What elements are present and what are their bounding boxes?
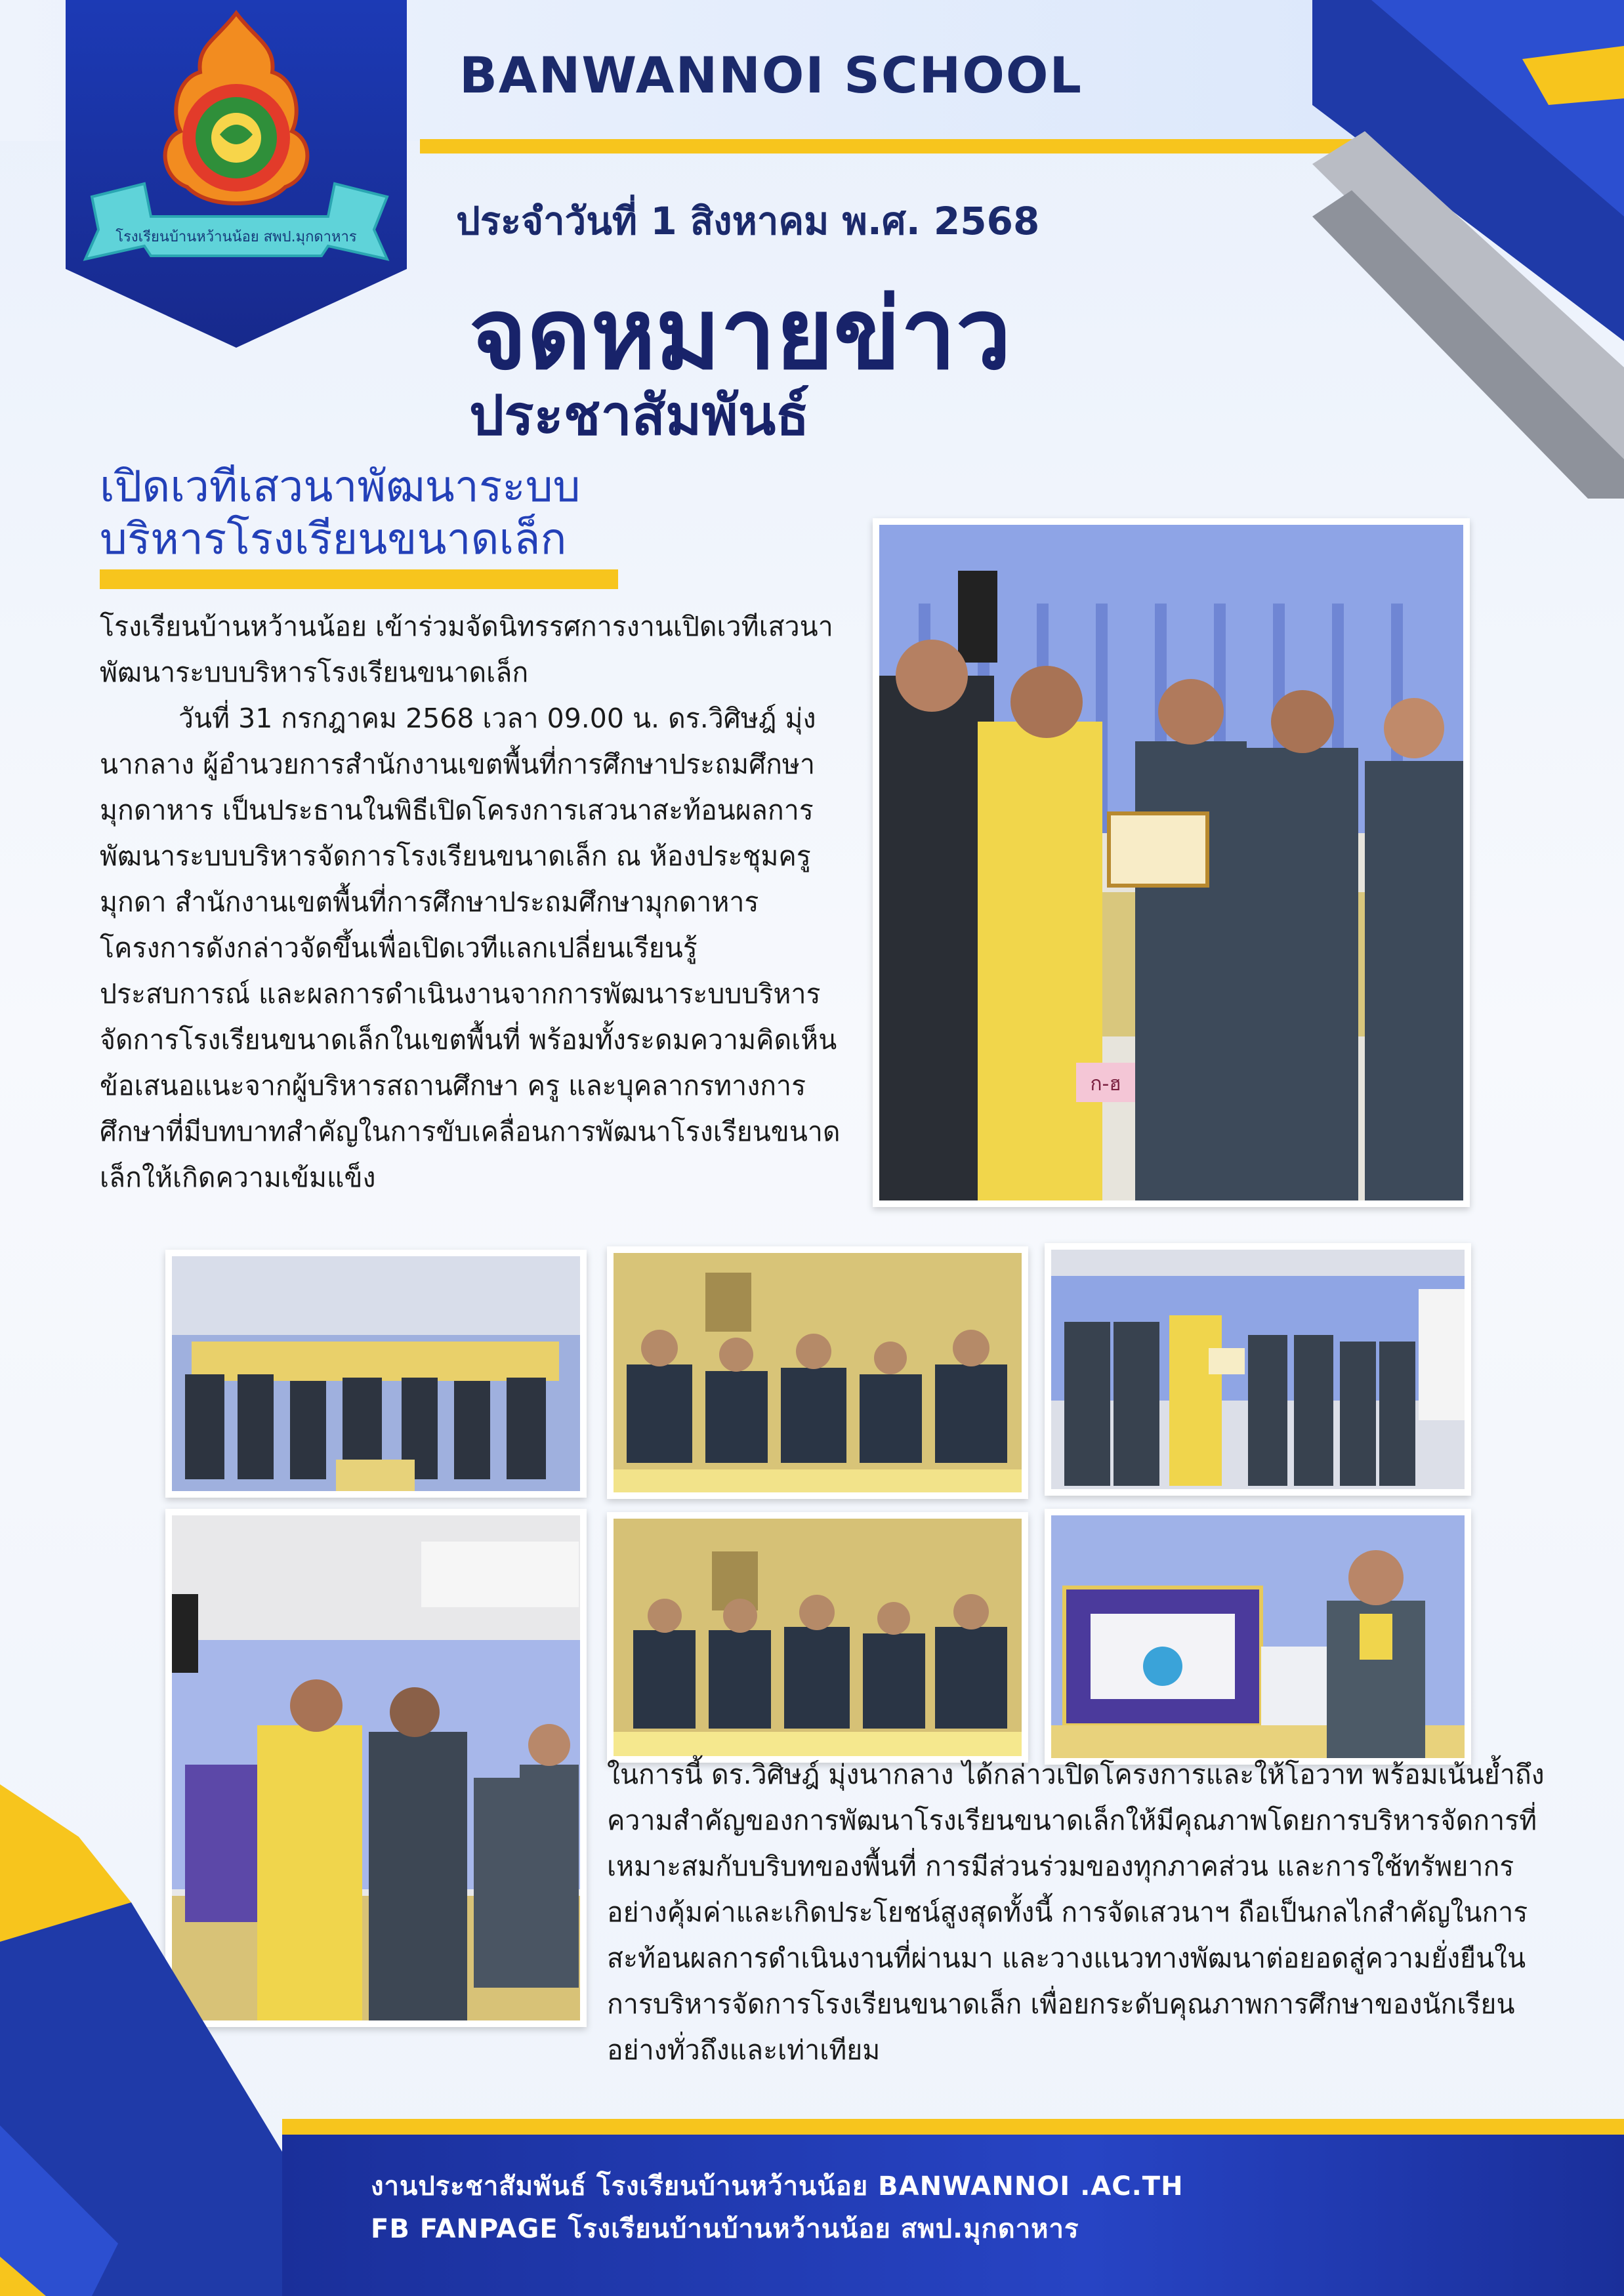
top-right-decoration [1312,0,1624,499]
article-paragraph-1 [100,604,854,1200]
panel-discussion-photo [614,1253,1022,1492]
gallery-photo-6 [1045,1509,1471,1765]
group-photo-hall [172,1256,580,1491]
newsletter-headline: จดหมายข่าว [469,277,1012,392]
exhibition-board-photo [1051,1515,1465,1758]
gallery-photo-5 [607,1512,1028,1763]
certificate-group-photo [1051,1250,1465,1489]
article-title-line1: เปิดเวทีเสวนาพัฒนาระบบ [100,461,581,512]
footer-line-1: งานประชาสัมพันธ์ โรงเรียนบ้านหว้านน้อย BANWANNOI .AC.TH [371,2171,1184,2202]
gallery-photo-2 [607,1246,1028,1499]
school-name: BANWANNOI SCHOOL [459,46,1083,104]
main-photo [873,518,1470,1207]
paragraph-body: วันที่ 31 กรกฎาคม 2568 เวลา 09.00 น. ดร.วิศิษฎ์ มุ่งนากลาง ผู้อำนวยการสำนักงานเขตพื้นที่การศึกษาประถมศึกษามุกดาหาร เป็นประธานในพิธีเปิดโครงการเสวนาสะท้อนผลการพัฒนาระบบบริหารจัดการโรงเรียนขนาดเล็ก ณ ห้องประชุมครูมุกดา สำนักงานเขตพื้นที่การศึกษาประถมศึกษามุกดาหาร โครงการดังกล่าวจัดขึ้นเพื่อเปิดเวทีแลกเปลี่ยนเรียนรู้ ประสบการณ์ และผลการดำเนินงานจากการพัฒนาระบบบริหารจัดการโรงเรียนขนาดเล็กในเขตพื้นที่ พร้อมทั้งระดมความคิดเห็น ข้อเสนอแนะจากผู้บริหารสถานศึกษา ครู และบุคลากรทางการศึกษาที่มีบทบาทสำคัญในการขับเคลื่อนการพัฒนาโรงเรียนขนาดเล็กให้เกิดความเข้มแข็ง [100,703,841,1193]
article-title [100,461,581,565]
issue-date: ประจำวันที่ 1 สิงหาคม พ.ศ. 2568 [456,199,1040,243]
title-underline [100,569,618,589]
footer-yellow-stripe [282,2119,1624,2135]
logo-ribbon-text: โรงเรียนบ้านหว้านน้อย สพป.มุกดาหาร [115,229,357,245]
newsletter-subheadline: ประชาสัมพันธ์ [469,383,810,447]
article-title-line2: บริหารโรงเรียนขนาดเล็ก [100,514,567,564]
article-paragraph-2: ในการนี้ ดร.วิศิษฎ์ มุ่งนากลาง ได้กล่าวเปิดโครงการและให้โอวาท พร้อมเน้นย้ำถึงความสำคัญของการพัฒนาโรงเรียนขนาดเล็กให้มีคุณภาพโดยการบริหารจัดการที่เหมาะสมกับบริบทของพื้นที่ การมีส่วนร่วมของทุกภาคส่วน และการใช้ทรัพยากรอย่างคุ้มค่าและเกิดประโยชน์สูงสุดทั้งนี้ การจัดเสวนาฯ ถือเป็นกลไกสำคัญในการสะท้อนผลการดำเนินงานที่ผ่านมา และวางแนวทางพัฒนาต่อยอดสู่ความยั่งยืนในการบริหารจัดการโรงเรียนขนาดเล็ก เพื่อยกระดับคุณภาพการศึกษาของนักเรียนอย่างทั่วถึงและเท่าเทียม [607,1759,1545,2066]
paragraph-lead: โรงเรียนบ้านหว้านน้อย เข้าร่วมจัดนิทรรศการงานเปิดเวทีเสวนาพัฒนาระบบบริหารโรงเรียนขนาดเล็ก [100,611,833,688]
award-ceremony-photo [879,525,1463,1200]
school-logo-shield [66,0,407,348]
gallery-photo-3 [1045,1243,1471,1496]
gallery-photo-1 [165,1250,587,1498]
footer-line-2: FB FANPAGE โรงเรียนบ้านบ้านหว้านน้อย สพป.มุกดาหาร [371,2214,1079,2244]
sign-text: ก-ฮ [1090,1073,1121,1096]
panel-speakers-photo [614,1519,1022,1756]
bottom-left-decoration [0,1784,282,2296]
